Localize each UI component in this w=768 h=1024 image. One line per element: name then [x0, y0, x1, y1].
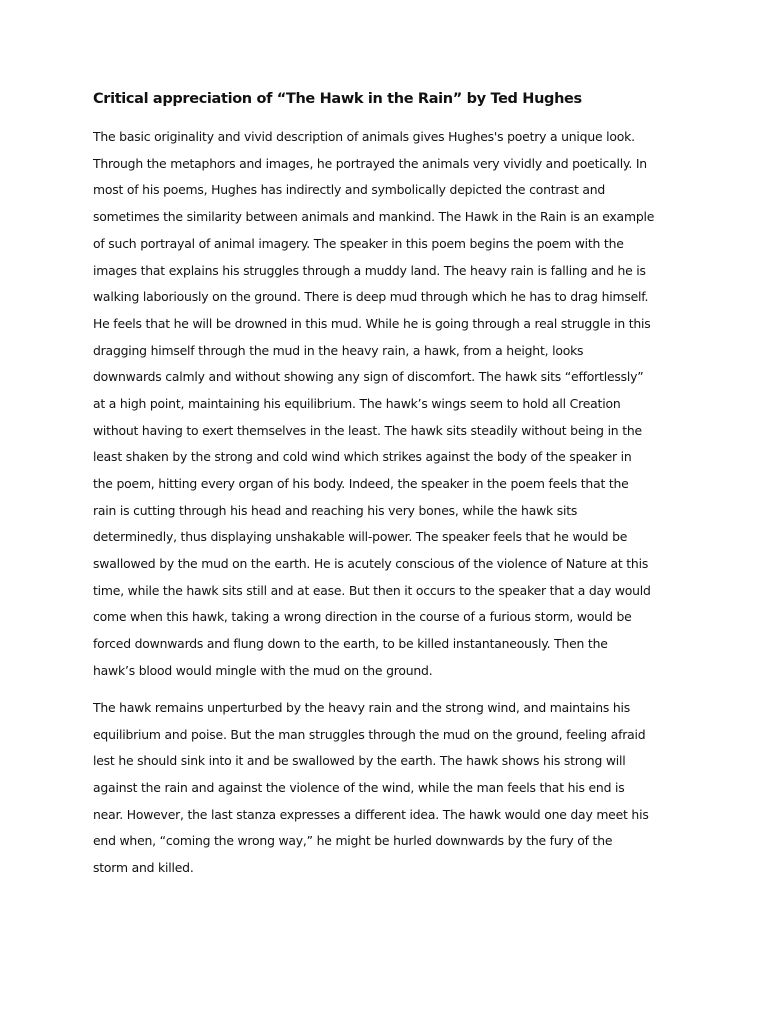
text-line: of such portrayal of animal imagery. The speaker in this poem begins the poem with the	[93, 236, 624, 251]
text-line: The basic originality and vivid description of animals gives Hughes's poetry a unique look.	[93, 129, 635, 144]
document-title: Critical appreciation of “The Hawk in the Rain” by Ted Hughes	[93, 91, 582, 107]
text-line: swallowed by the mud on the earth. He is acutely conscious of the violence of Nature at this	[93, 556, 649, 571]
text-line: at a high point, maintaining his equilibrium. The hawk’s wings seem to hold all Creation	[93, 396, 621, 411]
text-line: determinedly, thus displaying unshakable will-power. The speaker feels that he would be	[93, 529, 628, 544]
text-line: rain is cutting through his head and reaching his very bones, while the hawk sits	[93, 503, 578, 518]
text-line: He feels that he will be drowned in this mud. While he is going through a real struggle in this	[93, 316, 651, 331]
text-line: most of his poems, Hughes has indirectly and symbolically depicted the contrast and	[93, 182, 606, 197]
text-line: images that explains his struggles through a muddy land. The heavy rain is falling and he is	[93, 263, 646, 278]
text-line: the poem, hitting every organ of his body. Indeed, the speaker in the poem feels that the	[93, 476, 629, 491]
text-line: storm and killed.	[93, 860, 194, 875]
text-line: lest he should sink into it and be swallowed by the earth. The hawk shows his strong will	[93, 753, 626, 768]
text-line: The hawk remains unperturbed by the heavy rain and the strong wind, and maintains his	[93, 700, 631, 715]
text-line: forced downwards and flung down to the earth, to be killed instantaneously. Then the	[93, 636, 608, 651]
text-line: dragging himself through the mud in the heavy rain, a hawk, from a height, looks	[93, 343, 584, 358]
text-line: time, while the hawk sits still and at ease. But then it occurs to the speaker that a day would	[93, 583, 651, 598]
text-line: against the rain and against the violence of the wind, while the man feels that his end is	[93, 780, 625, 795]
text-line: come when this hawk, taking a wrong direction in the course of a furious storm, would be	[93, 609, 632, 624]
text-line: sometimes the similarity between animals and mankind. The Hawk in the Rain is an example	[93, 209, 655, 224]
text-line: end when, “coming the wrong way,” he might be hurled downwards by the fury of the	[93, 833, 613, 848]
text-line: hawk’s blood would mingle with the mud on the ground.	[93, 663, 433, 678]
text-line: downwards calmly and without showing any sign of discomfort. The hawk sits “effortlessly”	[93, 369, 644, 384]
text-line: walking laboriously on the ground. There is deep mud through which he has to drag himself.	[93, 289, 649, 304]
text-line: near. However, the last stanza expresses a different idea. The hawk would one day meet his	[93, 807, 649, 822]
text-line: least shaken by the strong and cold wind which strikes against the body of the speaker in	[93, 449, 632, 464]
text-line: Through the metaphors and images, he portrayed the animals very vividly and poetically. In	[93, 156, 647, 171]
text-line: without having to exert themselves in the least. The hawk sits steadily without being in the	[93, 423, 642, 438]
text-line: equilibrium and poise. But the man struggles through the mud on the ground, feeling afraid	[93, 727, 646, 742]
